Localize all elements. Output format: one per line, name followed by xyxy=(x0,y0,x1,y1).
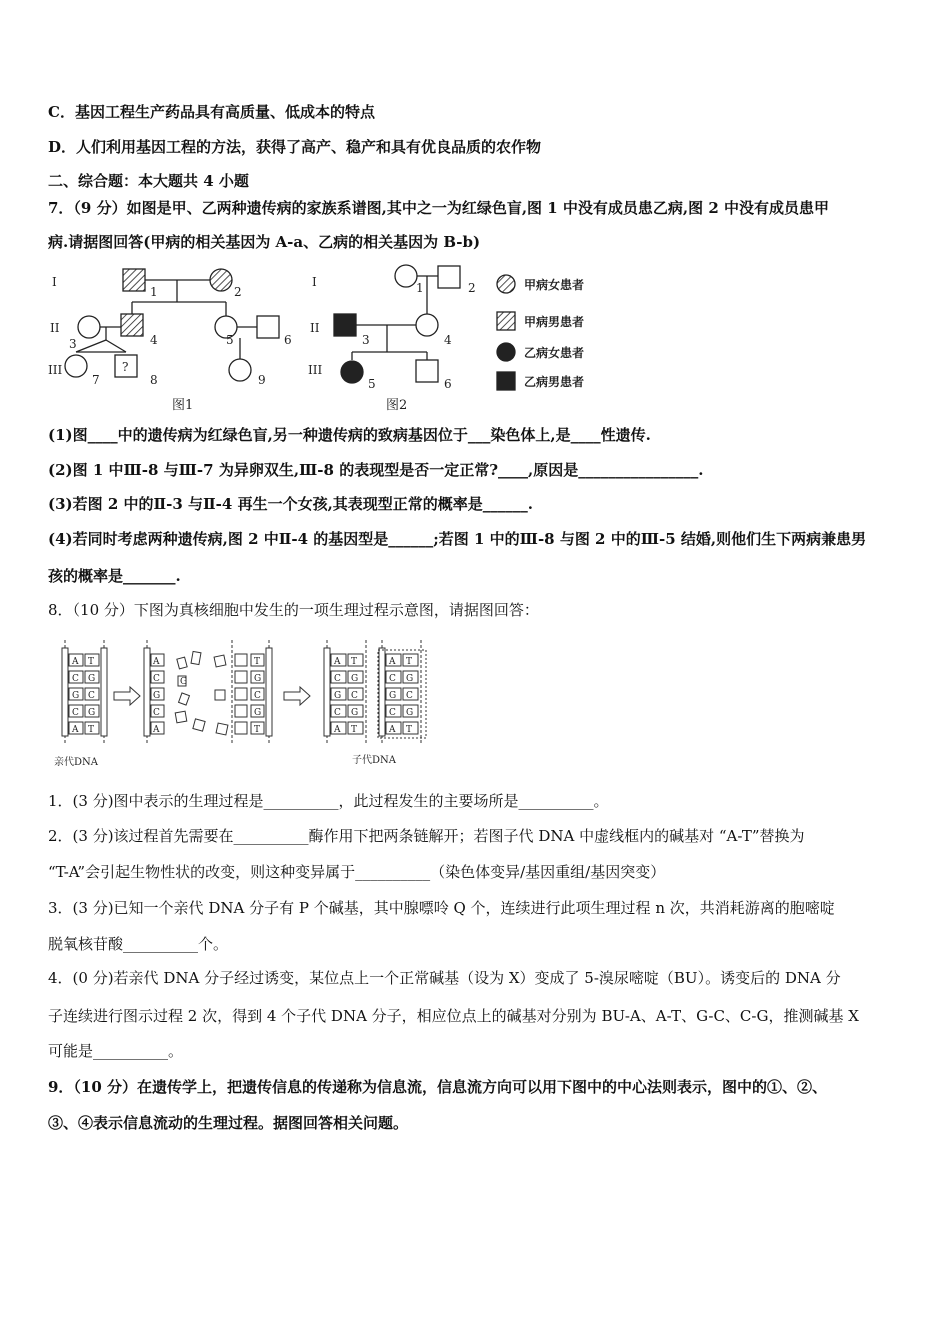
gen-label: II xyxy=(50,321,60,335)
member-number: 6 xyxy=(444,377,452,391)
q8-part-4a: 4．(0 分)若亲代 DNA 分子经过诱变，某位点上一个正常碱基（设为 X）变成了 5-溴尿嘧啶（BU）。诱变后的 DNA 分 xyxy=(48,969,841,987)
base-label: T xyxy=(406,657,413,667)
base-label: C xyxy=(406,691,413,701)
q8-part-2a: 2．(3 分)该过程首先需要在__________酶作用下把两条链解开；若图子代 DNA 中虚线框内的碱基对 “A-T”替换为 xyxy=(48,827,805,845)
base-label: T xyxy=(254,657,261,667)
gen-label: III xyxy=(48,363,63,377)
base-label: G xyxy=(254,708,262,718)
base-label: G xyxy=(351,708,359,718)
base-label: C xyxy=(389,708,396,718)
q8-part-2b: “T-A”会引起生物性状的改变，则这种变异属于__________（染色体变异/基因重组/基因突变） xyxy=(48,863,666,881)
base-label: C xyxy=(389,674,396,684)
legend-label: 甲病女患者 xyxy=(524,278,585,292)
gen-label: II xyxy=(310,321,320,335)
option-d: D．人们利用基因工程的方法，获得了高产、稳产和具有优良品质的农作物 xyxy=(48,138,542,156)
base-label: G xyxy=(180,677,188,687)
legend-label: 乙病女患者 xyxy=(524,346,585,360)
base-label: G xyxy=(351,674,359,684)
member-number: 2 xyxy=(468,281,476,295)
q9-stem-2: ③、④表示信息流动的生理过程。据图回答相关问题。 xyxy=(48,1114,409,1132)
q8-stem: 8．（10 分）下图为真核细胞中发生的一项生理过程示意图，请据图回答： xyxy=(48,601,539,619)
q8-part-3a: 3．(3 分)已知一个亲代 DNA 分子有 P 个碱基，其中腺嘌呤 Q 个，连续进行此项生理过程 n 次，共消耗游离的胞嘧啶 xyxy=(48,899,835,917)
q8-part-4c: 可能是__________。 xyxy=(48,1042,184,1060)
base-label: C xyxy=(254,691,261,701)
base-label: G xyxy=(88,674,96,684)
q8-part-1: 1．(3 分)图中表示的生理过程是__________，此过程发生的主要场所是__________。 xyxy=(48,792,609,810)
q7-part-4a: (4)若同时考虑两种遗传病,图 2 中Ⅱ-4 的基因型是______;若图 1 中的Ⅲ-8 与图 2 中的Ⅲ-5 结婚,则他们生下两病兼患男 xyxy=(48,530,867,548)
base-label: C xyxy=(351,691,358,701)
base-label: T xyxy=(88,725,95,735)
base-label: A xyxy=(72,657,79,667)
base-label: A xyxy=(334,725,341,735)
member-number: 1 xyxy=(416,281,424,295)
gen-label: I xyxy=(312,275,317,289)
pedigree-fig1 xyxy=(65,269,279,381)
legend-label: 甲病男患者 xyxy=(524,315,585,329)
member-number: 2 xyxy=(234,285,242,299)
fig2-caption: 图2 xyxy=(386,398,408,413)
base-label: A xyxy=(389,657,396,667)
parent-dna-label: 亲代DNA xyxy=(54,757,98,768)
synthesis-dna xyxy=(214,640,272,744)
q7-stem-2: 病.请据图回答(甲病的相关基因为 A-a、乙病的相关基因为 B-b) xyxy=(48,233,481,251)
base-label: C xyxy=(72,708,79,718)
base-label: G xyxy=(334,691,342,701)
base-label: C xyxy=(153,674,160,684)
base-label: A xyxy=(334,657,341,667)
q8-part-4b: 子连续进行图示过程 2 次，得到 4 个子代 DNA 分子，相应位点上的碱基对分别为 BU-A、A-T、G-C、C-G，推测碱基 X xyxy=(48,1007,859,1025)
q8-part-3b: 脱氧核苷酸__________个。 xyxy=(48,935,229,953)
member-number: 4 xyxy=(444,333,452,347)
base-label: T xyxy=(351,725,358,735)
base-label: T xyxy=(406,725,413,735)
base-label: T xyxy=(88,657,95,667)
member-number: 4 xyxy=(150,333,158,347)
q7-part-3: (3)若图 2 中的Ⅱ-3 与Ⅱ-4 再生一个女孩,其表现型正常的概率是______. xyxy=(48,495,534,513)
gen-label: I xyxy=(52,275,57,289)
member-number: 3 xyxy=(362,333,370,347)
base-label: C xyxy=(88,691,95,701)
option-c: C．基因工程生产药品具有高质量、低成本的特点 xyxy=(48,103,375,121)
base-label: A xyxy=(153,657,160,667)
gen-label: III xyxy=(308,363,323,377)
unknown-mark: ? xyxy=(122,360,129,374)
base-label: T xyxy=(351,657,358,667)
q7-part-2: (2)图 1 中Ⅲ-8 与Ⅲ-7 为异卵双生,Ⅲ-8 的表现型是否一定正常?____,原因是________________. xyxy=(48,461,704,479)
member-number: 6 xyxy=(284,333,292,347)
legend-label: 乙病男患者 xyxy=(524,375,585,389)
member-number: 9 xyxy=(258,373,266,387)
base-label: T xyxy=(254,725,261,735)
base-label: G xyxy=(72,691,80,701)
arrow-icon xyxy=(284,687,310,705)
base-label: A xyxy=(153,725,160,735)
base-label: C xyxy=(334,674,341,684)
base-label: A xyxy=(389,725,396,735)
dna-replication-figure xyxy=(52,632,447,772)
parent-dna xyxy=(62,640,107,744)
q7-part-4b: 孩的概率是_______. xyxy=(48,567,181,585)
q9-stem-1: 9．（10 分）在遗传学上，把遗传信息的传递称为信息流，信息流方向可以用下图中的中心法则表示，图中的①、②、 xyxy=(48,1078,828,1096)
section-heading: 二、综合题：本大题共 4 小题 xyxy=(48,172,249,190)
base-label: G xyxy=(254,674,262,684)
member-number: 3 xyxy=(69,337,77,351)
pedigree-fig2 xyxy=(334,265,460,383)
base-label: G xyxy=(406,674,414,684)
member-number: 7 xyxy=(92,373,100,387)
q7-stem-1: 7．（9 分）如图是甲、乙两种遗传病的家族系谱图,其中之一为红绿色盲,图 1 中没有成员患乙病,图 2 中没有成员患甲 xyxy=(48,199,830,217)
base-label: G xyxy=(88,708,96,718)
base-label: G xyxy=(153,691,161,701)
base-label: A xyxy=(72,725,79,735)
member-number: 1 xyxy=(150,285,158,299)
pedigree-figure xyxy=(44,262,614,414)
pedigree-legend xyxy=(497,275,515,390)
child-dna-label: 子代DNA xyxy=(352,755,396,766)
arrow-icon xyxy=(114,687,140,705)
member-number: 5 xyxy=(226,333,234,347)
member-number: 5 xyxy=(368,377,376,391)
member-number: 8 xyxy=(150,373,158,387)
base-label: C xyxy=(334,708,341,718)
fig1-caption: 图1 xyxy=(172,398,194,413)
base-label: G xyxy=(389,691,397,701)
q7-part-1: (1)图____中的遗传病为红绿色盲,另一种遗传病的致病基因位于___染色体上,是____性遗传. xyxy=(48,426,651,444)
base-label: G xyxy=(406,708,414,718)
base-label: C xyxy=(153,708,160,718)
base-label: C xyxy=(72,674,79,684)
